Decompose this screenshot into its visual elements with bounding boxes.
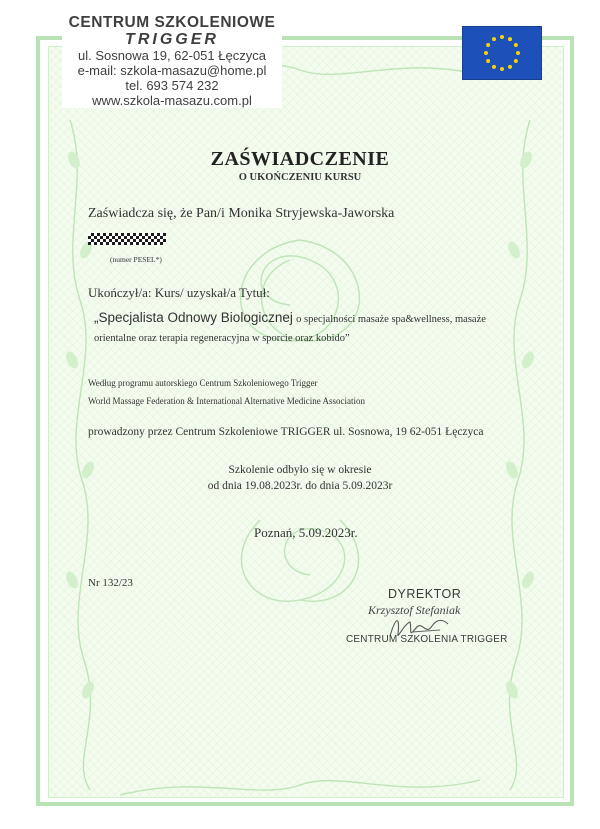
completed-label: Ukończył/a: Kurs/ uzyskał/a Tytuł: — [88, 285, 270, 300]
place-and-date: Poznań, 5.09.2023r. — [254, 525, 358, 540]
conducted-by: prowadzony przez Centrum Szkoleniowe TRIGGER ul. Sosnowa, 19 62-051 Łęczyca — [88, 426, 484, 438]
director-name: Krzysztof Stefaniak — [368, 603, 461, 617]
director-organization: CENTRUM SZKOLENIA TRIGGER — [346, 634, 508, 645]
certified-person: Zaświadcza się, że Pan/i Monika Stryjewska-Jaworska — [88, 206, 395, 221]
org-website: www.szkola-masazu.com.pl — [92, 93, 252, 108]
program-line-1: Według programu autorskiego Centrum Szkoleniowego Trigger — [88, 378, 318, 388]
org-phone: tel. 693 574 232 — [125, 78, 219, 93]
period-label: Szkolenie odbyło się w okresie — [228, 464, 372, 476]
pesel-redacted-field — [88, 233, 166, 245]
org-address: ul. Sosnowa 19, 62-051 Łęczyca — [78, 48, 266, 63]
course-specialization-1: o specjalności masaże spa&wellness, masaże — [296, 314, 486, 325]
program-line-2: World Massage Federation & International Alternative Medicine Association — [88, 396, 365, 406]
certificate-number: Nr 132/23 — [88, 577, 133, 589]
director-title: DYREKTOR — [388, 587, 462, 601]
org-name: CENTRUM SZKOLENIOWE — [68, 14, 276, 31]
course-specialization-2: orientalne oraz terapia regeneracyjna w sporcie oraz kobido” — [94, 333, 350, 344]
course-title-line — [94, 310, 486, 326]
course-name: „Specjalista Odnowy Biologicznej — [94, 310, 293, 325]
document-subtitle: O UKOŃCZENIU KURSU — [238, 172, 362, 183]
pesel-label: (numer PESEL*) — [110, 255, 162, 264]
org-email: e-mail: szkola-masazu@home.pl — [77, 63, 267, 78]
organization-header — [62, 14, 282, 108]
document-title: ZAŚWIADCZENIE — [210, 148, 390, 170]
period-dates: od dnia 19.08.2023r. do dnia 5.09.2023r — [207, 480, 393, 492]
eu-flag-icon — [462, 26, 542, 80]
org-brand: TRIGGER — [125, 31, 219, 48]
